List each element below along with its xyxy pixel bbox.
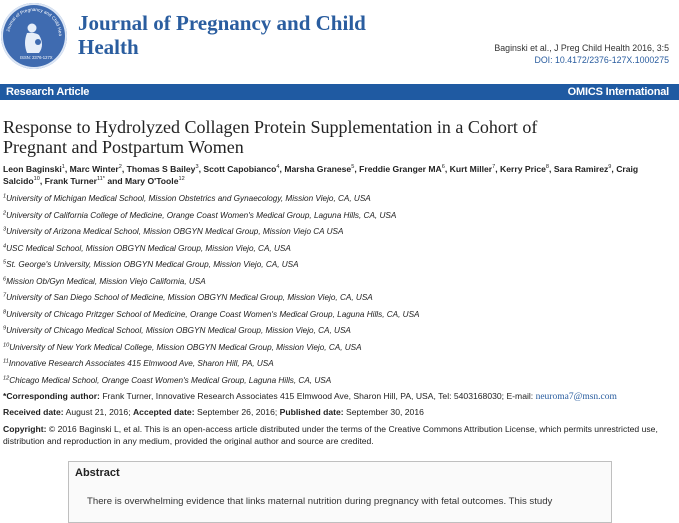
affiliation-text: St. George's University, Mission OBGYN Medical Group, Mission Viejo, CA, USA — [6, 260, 299, 269]
published-label: Published date: — [279, 407, 344, 417]
affiliation-text: University of San Diego School of Medicine, Mission OBGYN Medical Group, Mission Viejo, CA, USA — [6, 293, 373, 302]
affiliation-text: University of Chicago Medical School, Mission OBGYN Medical Group, Mission Viejo, CA, USA — [6, 326, 351, 335]
affiliation-text: Chicago Medical School, Orange Coast Women's Medical Group, Laguna Hills, CA, USA — [9, 375, 332, 385]
logo-ring-text: Journal of Pregnancy and Child Hea — [5, 6, 64, 37]
abstract-heading: Abstract — [75, 467, 120, 479]
affiliation-item — [3, 243, 675, 260]
author-affiliation-marker: 4 — [276, 164, 280, 171]
author-affiliation-marker: 1 — [61, 164, 65, 171]
author-name: Freddie Granger MA — [359, 164, 442, 174]
journal-logo — [1, 3, 67, 69]
author-name: Mary O'Toole — [125, 176, 179, 186]
author-affiliation-marker: 12 — [178, 176, 185, 183]
email-link[interactable]: neuroma7@msn.com — [535, 392, 617, 402]
copyright-notice — [3, 424, 675, 447]
author-affiliation-marker: 8 — [545, 164, 550, 171]
abstract-text: There is overwhelming evidence that links maternal nutrition during pregnancy with fetal outcomes. This study — [87, 496, 553, 507]
author-affiliation-marker: 5 — [351, 164, 355, 171]
affiliation-marker: 12 — [3, 374, 10, 381]
affiliation-marker: 1 — [3, 193, 7, 200]
author-affiliation-marker: 2 — [118, 164, 122, 171]
accepted-label: Accepted date: — [132, 407, 195, 417]
affiliation-item — [3, 309, 675, 326]
author-name: Leon Baginski — [3, 164, 62, 174]
affiliation-text: University of Chicago Pritzger School of Medicine, Orange Coast Women's Medical Group, Laguna Hills, CA, USA — [6, 309, 420, 319]
journal-logo-graphic — [1, 3, 67, 69]
affiliation-text: Mission Ob/Gyn Medical, Mission Viejo California, USA — [6, 276, 206, 286]
received-label: Received date: — [3, 407, 64, 417]
affiliation-text: USC Medical School, Mission OBGYN Medical Group, Mission Viejo, CA, USA — [6, 243, 291, 253]
copyright-text: © 2016 Baginski L, et al. This is an open-access article distributed under the terms of the Creative Commons Attribution License, which permits unrestricted use, distribution and reproduction in any medium, provided the original author and source are credited. — [3, 424, 658, 446]
affiliation-item — [3, 193, 675, 210]
author-name: Kerry Price — [500, 164, 546, 174]
author-affiliation-marker: 11* — [96, 176, 105, 183]
affiliation-item — [3, 259, 675, 276]
author-list: Leon Baginski$^1$, Marc Winter$^2$, Thomas S Bailey$^3$, Scott Capobianco$^4$, Marsha Granese$^5$, Freddie Granger $MA^6$, Kurt Miller$^7$, Kerry Price$^8$, Sara Ramirez$^9$, Craig Salcido$^{10}$, Frank Turner$^{11*}$ and Mary O'Toole$^{12}$ — [3, 164, 639, 186]
affiliation-marker: 4 — [3, 242, 7, 249]
author-affiliation-marker: 3 — [195, 164, 199, 171]
affiliation-marker: 3 — [3, 226, 7, 233]
author-name: Kurt Miller — [449, 164, 493, 174]
article-title-line-2: Pregnant and Postpartum Women — [3, 137, 244, 157]
author-affiliation-marker: 10 — [33, 176, 40, 183]
logo-issn: ISSN: 2376-127X — [20, 55, 53, 60]
article-title — [3, 117, 673, 157]
affiliation-text: University of Michigan Medical School, Mission Obstetrics and Gynaecology, Mission Viejo, CA, USA — [6, 194, 371, 203]
author-affiliation-marker: 7 — [492, 164, 496, 171]
affiliation-item — [3, 358, 675, 375]
affiliation-item — [3, 210, 675, 227]
article-dates — [3, 407, 675, 419]
article-type-label: Research Article — [6, 86, 90, 98]
affiliation-text: Innovative Research Associates 415 Elmwood Ave, Sharon Hill, PA, USA — [8, 359, 274, 368]
corresponding-author-label: *Corresponding author: — [3, 391, 100, 401]
affiliation-marker: 2 — [3, 209, 7, 216]
author-name: Craig Salcido — [3, 164, 639, 186]
corresponding-author-text: Frank Turner, Innovative Research Associates 415 Elmwood Ave, Sharon Hill, PA, USA, Tel: 5403168030; E-mail: — [102, 391, 534, 401]
author-name: Scott Capobianco — [203, 164, 277, 174]
author-name: Marc Winter — [69, 164, 119, 174]
journal-title — [78, 11, 418, 59]
published-date: September 30, 2016 — [346, 407, 424, 417]
affiliation-list — [3, 193, 675, 391]
publisher-label: OMICS International — [567, 86, 669, 98]
affiliation-marker: 5 — [3, 259, 7, 266]
corresponding-author — [3, 391, 675, 404]
doi-link[interactable]: DOI: 10.4172/2376-127X.1000275 — [534, 55, 669, 65]
article-type-band — [0, 84, 679, 100]
citation-reference: Baginski et al., J Preg Child Health 2016, 3:5 — [494, 43, 669, 53]
affiliation-marker: 6 — [3, 275, 7, 282]
author-name: Sara Ramirez — [553, 164, 609, 174]
mother-child-figure-icon — [25, 24, 42, 54]
author-affiliation-marker: 6 — [441, 164, 445, 171]
affiliation-marker: 7 — [3, 292, 7, 299]
accepted-date: September 26, 2016; — [196, 407, 278, 417]
author-name: Frank Turner — [44, 176, 97, 186]
author-name: Thomas S Bailey — [126, 164, 196, 174]
author-name: Marsha Granese — [284, 164, 352, 174]
citation-block — [494, 42, 669, 66]
copyright-label: Copyright: — [3, 424, 47, 434]
article-title-line-1: Response to Hydrolyzed Collagen Protein Supplementation in a Cohort of — [3, 117, 538, 137]
affiliation-item — [3, 276, 675, 293]
journal-header — [0, 0, 679, 80]
journal-title-line-1: Journal of Pregnancy and Child — [78, 11, 366, 35]
journal-title-line-2: Health — [78, 35, 139, 59]
affiliation-item — [3, 325, 675, 342]
affiliation-text: University of New York Medical College, Mission OBGYN Medical Group, Mission Viejo, CA, USA — [9, 342, 362, 352]
affiliation-marker: 10 — [3, 341, 10, 348]
received-date: August 21, 2016; — [65, 407, 131, 417]
affiliation-marker: 9 — [3, 325, 7, 332]
affiliation-text: University of Arizona Medical School, Mission OBGYN Medical Group, Mission Viejo CA USA — [6, 227, 344, 236]
affiliation-item — [3, 342, 675, 359]
author-conjunction: and — [107, 176, 123, 186]
affiliation-marker: 11 — [3, 358, 9, 365]
abstract-box — [68, 461, 612, 523]
affiliation-item — [3, 226, 675, 243]
affiliation-item — [3, 375, 675, 392]
affiliation-item — [3, 292, 675, 309]
author-affiliation-marker: 9 — [608, 164, 612, 171]
affiliation-marker: 8 — [3, 308, 7, 315]
affiliation-text: University of California College of Medicine, Orange Coast Women's Medical Group, Laguna Hills, CA, USA — [6, 210, 397, 220]
